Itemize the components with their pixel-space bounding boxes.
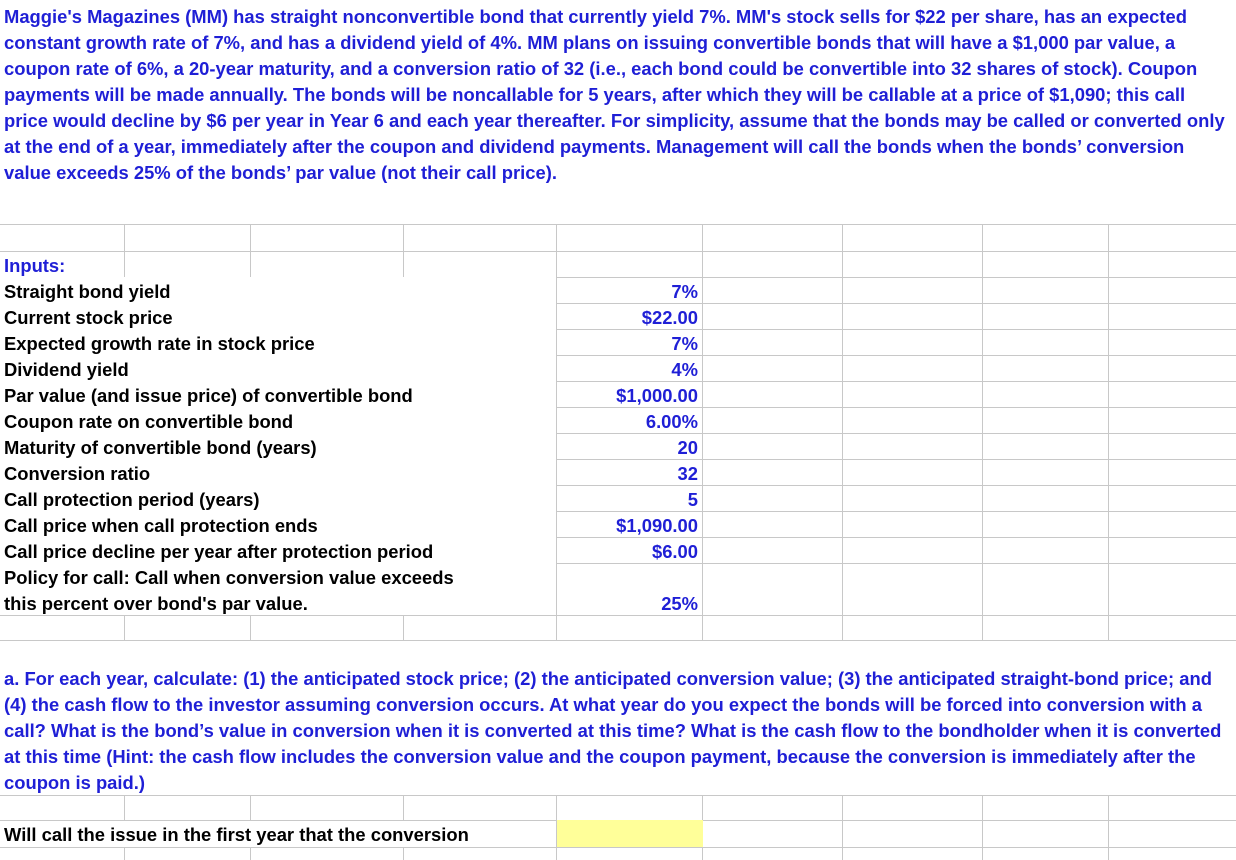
gridline xyxy=(250,224,251,277)
input-value-conversion-ratio[interactable]: 32 xyxy=(677,463,698,484)
gridline xyxy=(842,795,843,860)
input-label-conversion-ratio: Conversion ratio xyxy=(4,463,151,484)
input-value-call-protection-period[interactable]: 5 xyxy=(687,489,698,510)
gridline xyxy=(0,224,1236,225)
inputs-header: Inputs: xyxy=(4,255,66,276)
gridline xyxy=(556,277,1236,278)
input-label-call-protection-period: Call protection period (years) xyxy=(4,489,260,510)
part-a-question: a. For each year, calculate: (1) the anticipated stock price; (2) the anticipated conversion value; (3) the anticipated straight-bond price; and (4) the cash flow to the investor assuming conversion occurs. At what year do you expect the bonds will be forced into conversion with a call? What is the bond’s value in conversion when it is converted at this time? What is the cash flow to the bondholder when it is converted at this time (Hint: the cash flow includes the conversion value and the coupon payment, because the conversion is immediately after the coupon is paid.) xyxy=(4,668,1222,793)
input-value-call-price[interactable]: $1,090.00 xyxy=(616,515,698,536)
input-label-dividend-yield: Dividend yield xyxy=(4,359,129,380)
input-value-call-policy[interactable]: 25% xyxy=(661,593,698,614)
gridline xyxy=(250,847,251,860)
gridline xyxy=(250,795,251,820)
gridline xyxy=(403,224,404,277)
gridline xyxy=(250,615,251,640)
gridline xyxy=(0,251,1236,252)
input-label-par-value: Par value (and issue price) of convertible bond xyxy=(4,385,413,406)
gridline xyxy=(556,615,557,640)
input-value-dividend-yield[interactable]: 4% xyxy=(671,359,698,380)
gridline xyxy=(0,795,1236,796)
input-label-call-price-decline: Call price decline per year after protection period xyxy=(4,541,434,562)
input-label-growth-rate: Expected growth rate in stock price xyxy=(4,333,315,354)
gridline xyxy=(124,847,125,860)
input-value-growth-rate[interactable]: 7% xyxy=(671,333,698,354)
gridline xyxy=(1108,615,1109,640)
input-label-call-price: Call price when call protection ends xyxy=(4,515,318,536)
call-year-answer-cell[interactable] xyxy=(557,820,703,847)
input-value-straight-bond-yield[interactable]: 7% xyxy=(671,281,698,302)
input-label-maturity: Maturity of convertible bond (years) xyxy=(4,437,317,458)
policy-label-line1: Policy for call: Call when conversion value exceeds xyxy=(4,567,454,588)
gridline xyxy=(403,615,404,640)
input-value-coupon-rate[interactable]: 6.00% xyxy=(645,411,698,432)
input-label-coupon-rate: Coupon rate on convertible bond xyxy=(4,411,294,432)
gridline xyxy=(1108,224,1109,616)
gridline xyxy=(0,615,1236,616)
input-label-current-stock-price: Current stock price xyxy=(4,307,173,328)
problem-statement: Maggie's Magazines (MM) has straight nonconvertible bond that currently yield 7%. MM's stock sells for $22 per share, has an expected constant growth rate of 7%, and has a dividend yield of 4%. MM plans on issuing convertible bonds that will have a $1,000 par value, a coupon rate of 6%, a 20-year maturity, and a conversion ratio of 32 (i.e., each bond could be convertible into 32 shares of stock). Coupon payments will be made annually. The bonds will be noncallable for 5 years, after which they will be callable at a price of $1,090; this call price would decline by $6 per year in Year 6 and each year thereafter. For simplicity, assume that the bonds may be called or converted only at the end of a year, immediately after the coupon and dividend payments. Management will call the bonds when the bonds’ conversion value exceeds 25% of the bonds’ par value (not their call price). xyxy=(4,6,1225,183)
gridline xyxy=(982,795,983,860)
gridline xyxy=(1108,795,1109,860)
gridline xyxy=(403,847,404,860)
gridline xyxy=(842,224,843,616)
gridline xyxy=(403,795,404,820)
input-value-call-price-decline[interactable]: $6.00 xyxy=(651,541,698,562)
gridline xyxy=(124,224,125,277)
input-value-current-stock-price[interactable]: $22.00 xyxy=(641,307,698,328)
policy-label-line2: this percent over bond's par value. xyxy=(4,593,308,614)
call-year-label: Will call the issue in the first year that the conversion xyxy=(4,824,469,845)
input-value-par-value[interactable]: $1,000.00 xyxy=(616,385,698,406)
gridline xyxy=(702,615,703,640)
input-label-straight-bond-yield: Straight bond yield xyxy=(4,281,171,302)
gridline xyxy=(982,224,983,616)
gridline xyxy=(124,615,125,640)
gridline xyxy=(0,640,1236,641)
input-value-maturity[interactable]: 20 xyxy=(677,437,698,458)
gridline xyxy=(842,615,843,640)
gridline xyxy=(982,615,983,640)
gridline xyxy=(702,224,703,616)
gridline xyxy=(124,795,125,820)
